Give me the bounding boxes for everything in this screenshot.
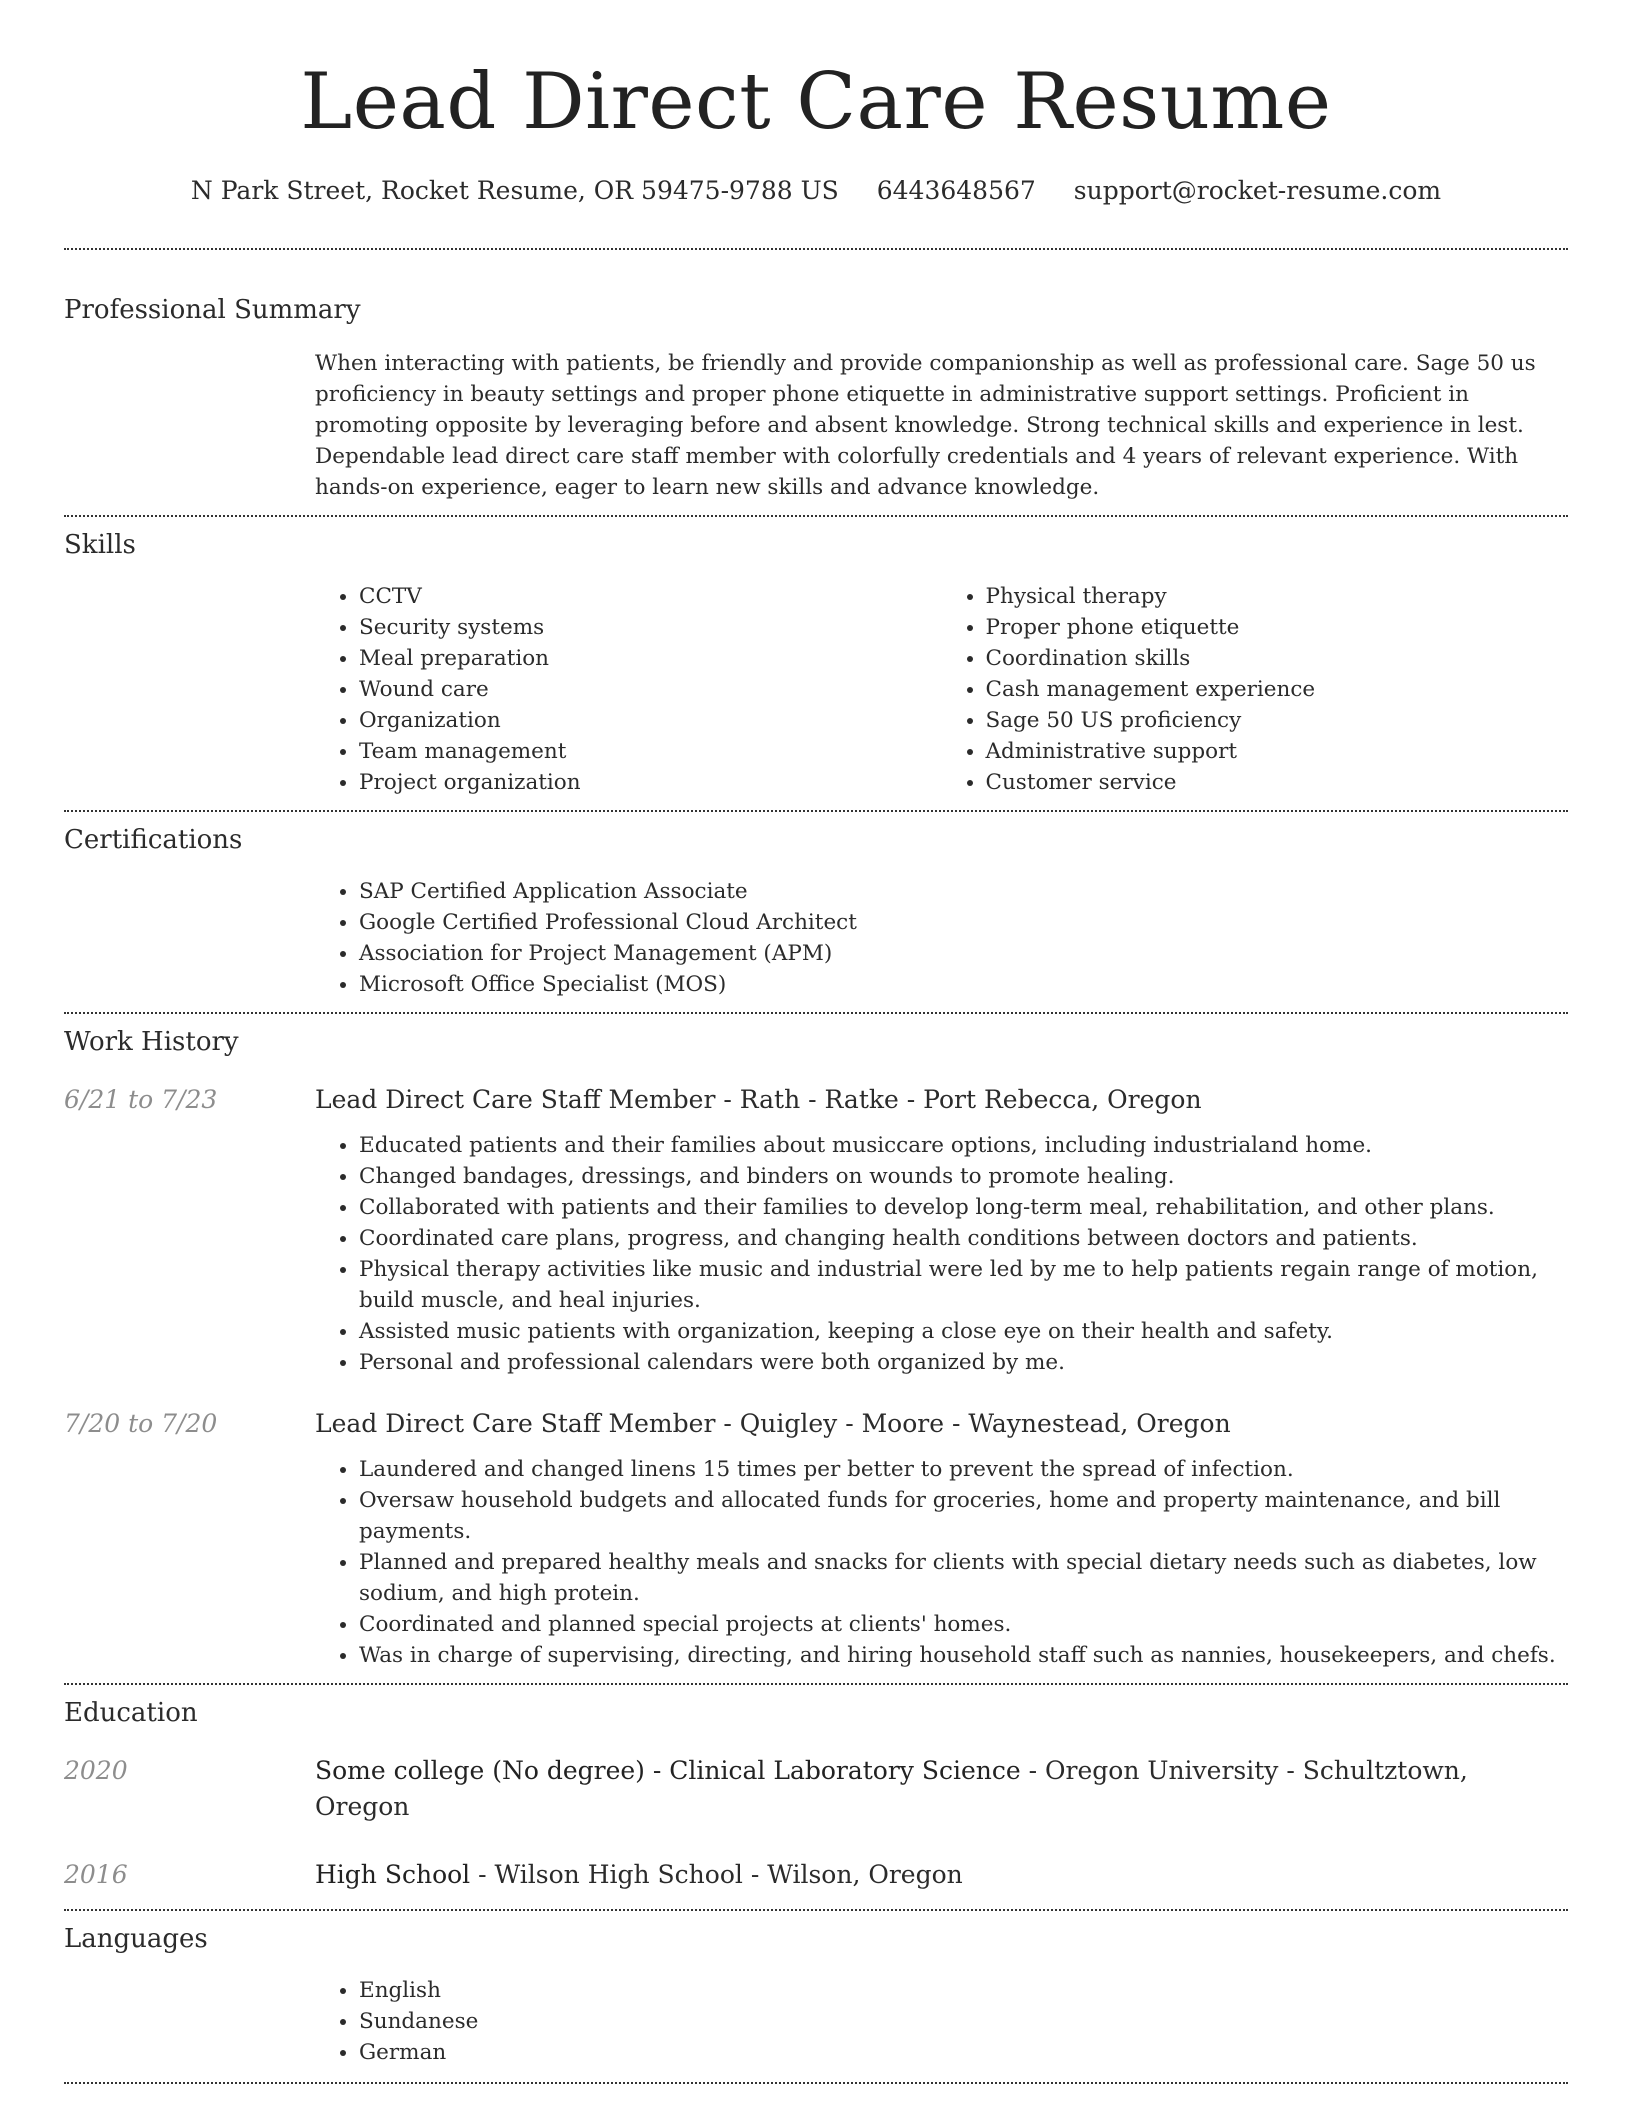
job-entry bbox=[64, 1406, 1568, 1442]
skills-column-right bbox=[942, 581, 1569, 798]
education-year: 2016 bbox=[64, 1860, 128, 1889]
job-entry bbox=[64, 1082, 1568, 1118]
list-item: • Educated patients and their families about musiccare options, including industrialand home. bbox=[359, 1130, 1568, 1161]
languages-section bbox=[64, 1911, 1568, 2082]
contact-line bbox=[64, 174, 1568, 208]
contact-phone: 6443648567 bbox=[876, 176, 1036, 205]
job-bullets bbox=[315, 1454, 1568, 1683]
education-section bbox=[64, 1685, 1568, 1909]
list-item: • SAP Certified Application Associate bbox=[359, 876, 1568, 907]
section-title: Professional Summary bbox=[64, 295, 361, 325]
section-title: Certifications bbox=[64, 825, 243, 855]
education-details bbox=[315, 1753, 1568, 1825]
skills-column-left bbox=[315, 581, 942, 798]
section-title: Education bbox=[64, 1698, 198, 1728]
list-item: • Sage 50 US proficiency bbox=[986, 705, 1569, 736]
list-item: • Microsoft Office Specialist (MOS) bbox=[359, 969, 1568, 1000]
list-item: • Google Certified Professional Cloud Architect bbox=[359, 907, 1568, 938]
education-degree: High School bbox=[315, 1860, 471, 1889]
divider bbox=[64, 2082, 1568, 2084]
list-item: • German bbox=[359, 2037, 1568, 2068]
section-title: Skills bbox=[64, 530, 136, 560]
list-item: • Meal preparation bbox=[359, 643, 942, 674]
list-item: • Administrative support bbox=[986, 736, 1569, 767]
list-item: • Oversaw household budgets and allocated funds for groceries, home and property maintenance, and bill payments. bbox=[359, 1485, 1568, 1547]
list-item: • CCTV bbox=[359, 581, 942, 612]
list-item: • Physical therapy activities like music and industrial were led by me to help patients regain range of motion, build muscle, and heal injuries. bbox=[359, 1254, 1568, 1316]
education-school: - Wilson High School - Wilson, Oregon bbox=[470, 1860, 963, 1889]
job-bullets bbox=[315, 1130, 1568, 1378]
list-item: • Coordination skills bbox=[986, 643, 1569, 674]
job-dates: 6/21 to 7/23 bbox=[64, 1085, 218, 1114]
list-item: • Security systems bbox=[359, 612, 942, 643]
certifications-section bbox=[64, 812, 1568, 1012]
languages-list bbox=[315, 1975, 1568, 2082]
education-school: - Oregon University - Schultztown, Oregon bbox=[315, 1756, 1468, 1821]
job-title: Lead Direct Care Staff Member - Rath - Ratke - Port Rebecca, Oregon bbox=[315, 1085, 1202, 1114]
list-item: • Physical therapy bbox=[986, 581, 1569, 612]
section-title: Languages bbox=[64, 1924, 208, 1954]
list-item: • Cash management experience bbox=[986, 674, 1569, 705]
education-entry bbox=[64, 1857, 1568, 1909]
section-title: Work History bbox=[64, 1027, 239, 1057]
work-section bbox=[64, 1014, 1568, 1683]
list-item: • Collaborated with patients and their families to develop long-term meal, rehabilitation, and other plans. bbox=[359, 1192, 1568, 1223]
list-item: • Team management bbox=[359, 736, 942, 767]
summary-section bbox=[64, 250, 1568, 515]
list-item: • Coordinated care plans, progress, and changing health conditions between doctors and patients. bbox=[359, 1223, 1568, 1254]
certifications-list bbox=[315, 876, 1568, 1012]
education-degree: Some college (No degree) - Clinical Laboratory Science bbox=[315, 1756, 1021, 1785]
contact-email: support@rocket-resume.com bbox=[1073, 176, 1442, 205]
list-item: • Organization bbox=[359, 705, 942, 736]
list-item: • Changed bandages, dressings, and binders on wounds to promote healing. bbox=[359, 1161, 1568, 1192]
list-item: • English bbox=[359, 1975, 1568, 2006]
resume-title: Lead Direct Care Resume bbox=[300, 57, 1332, 147]
list-item: • Was in charge of supervising, directing, and hiring household staff such as nannies, housekeepers, and chefs. bbox=[359, 1640, 1568, 1671]
resume-page bbox=[64, 0, 1568, 2084]
job-dates: 7/20 to 7/20 bbox=[64, 1409, 218, 1438]
education-year: 2020 bbox=[64, 1756, 128, 1785]
list-item: • Planned and prepared healthy meals and snacks for clients with special dietary needs such as diabetes, low sodium, and high protein. bbox=[359, 1547, 1568, 1609]
education-entry bbox=[64, 1753, 1568, 1825]
list-item: • Sundanese bbox=[359, 2006, 1568, 2037]
list-item: • Wound care bbox=[359, 674, 942, 705]
summary-text: When interacting with patients, be friendly and provide companionship as well as professional care. Sage 50 us proficiency in beauty settings and proper phone etiquette in administrative support settings. Proficient in promoting opposite by leveraging before and absent knowledge. Strong technical skills and experience in lest. Dependable lead direct care staff member with colorfully credentials and 4 years of relevant experience. With hands-on experience, eager to learn new skills and advance knowledge. bbox=[315, 351, 1536, 500]
job-title: Lead Direct Care Staff Member - Quigley - Moore - Waynestead, Oregon bbox=[315, 1409, 1231, 1438]
list-item: • Association for Project Management (APM) bbox=[359, 938, 1568, 969]
skills-section bbox=[64, 517, 1568, 810]
education-details bbox=[315, 1857, 963, 1893]
skills-list bbox=[315, 581, 1568, 810]
list-item: • Coordinated and planned special projects at clients' homes. bbox=[359, 1609, 1568, 1640]
list-item: • Laundered and changed linens 15 times per better to prevent the spread of infection. bbox=[359, 1454, 1568, 1485]
list-item: • Project organization bbox=[359, 767, 942, 798]
list-item: • Customer service bbox=[986, 767, 1569, 798]
list-item: • Proper phone etiquette bbox=[986, 612, 1569, 643]
list-item: • Assisted music patients with organization, keeping a close eye on their health and safety. bbox=[359, 1316, 1568, 1347]
contact-address: N Park Street, Rocket Resume, OR 59475-9788 US bbox=[190, 176, 839, 205]
list-item: • Personal and professional calendars were both organized by me. bbox=[359, 1347, 1568, 1378]
